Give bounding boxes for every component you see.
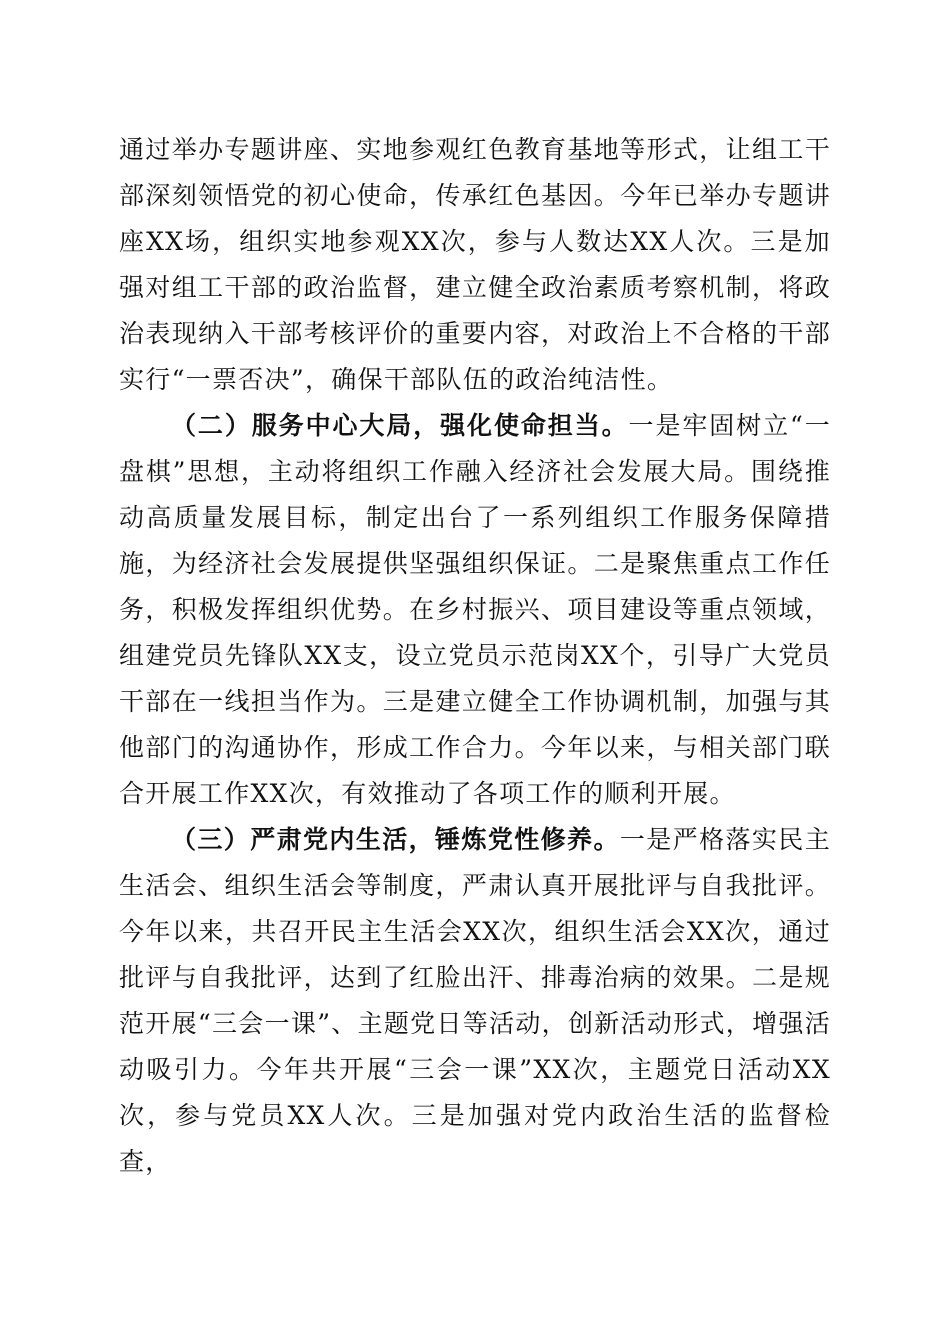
paragraph-1-text: 通过举办专题讲座、实地参观红色教育基地等形式，让组工干部深刻领悟党的初心使命，传承红色基因。今年已举办专题讲座XX场，组织实地参观XX次，参与人数达XX人次。三是加强对组工干部的政治监督，建立健全政治素质考察机制，将政治表现纳入干部考核评价的重要内容，对政治上不合格的干部实行“一票否决”，确保干部队伍的政治纯洁性。 [119, 135, 831, 394]
paragraph-2-text: 一是牢固树立“一盘棋”思想，主动将组织工作融入经济社会发展大局。围绕推动高质量发展目标，制定出台了一系列组织工作服务保障措施，为经济社会发展提供坚强组织保证。二是聚焦重点工作任务，积极发挥组织优势。在乡村振兴、项目建设等重点领域，组建党员先锋队XX支，设立党员示范岗XX个，引导广大党员干部在一线担当作为。三是建立健全工作协调机制，加强与其他部门的沟通协作，形成工作合力。今年以来，与相关部门联合开展工作XX次，有效推动了各项工作的顺利开展。 [119, 411, 832, 808]
paragraph-continuation [119, 127, 831, 403]
paragraph-party-life [119, 817, 831, 1185]
section-heading-2: （二）服务中心大局，强化使命担当。 [171, 411, 629, 440]
section-heading-3: （三）严肃党内生活，锤炼党性修养。 [171, 825, 620, 854]
paragraph-service-center [119, 403, 831, 817]
paragraph-3-text: 一是严格落实民主生活会、组织生活会等制度，严肃认真开展批评与自我批评。今年以来，共召开民主生活会XX次，组织生活会XX次，通过批评与自我批评，达到了红脸出汗、排毒治病的效果。二是规范开展“三会一课”、主题党日等活动，创新活动形式，增强活动吸引力。今年共开展“三会一课”XX次，主题党日活动XX次，参与党员XX人次。三是加强对党内政治生活的监督检查， [119, 825, 832, 1176]
document-body [119, 127, 831, 1185]
